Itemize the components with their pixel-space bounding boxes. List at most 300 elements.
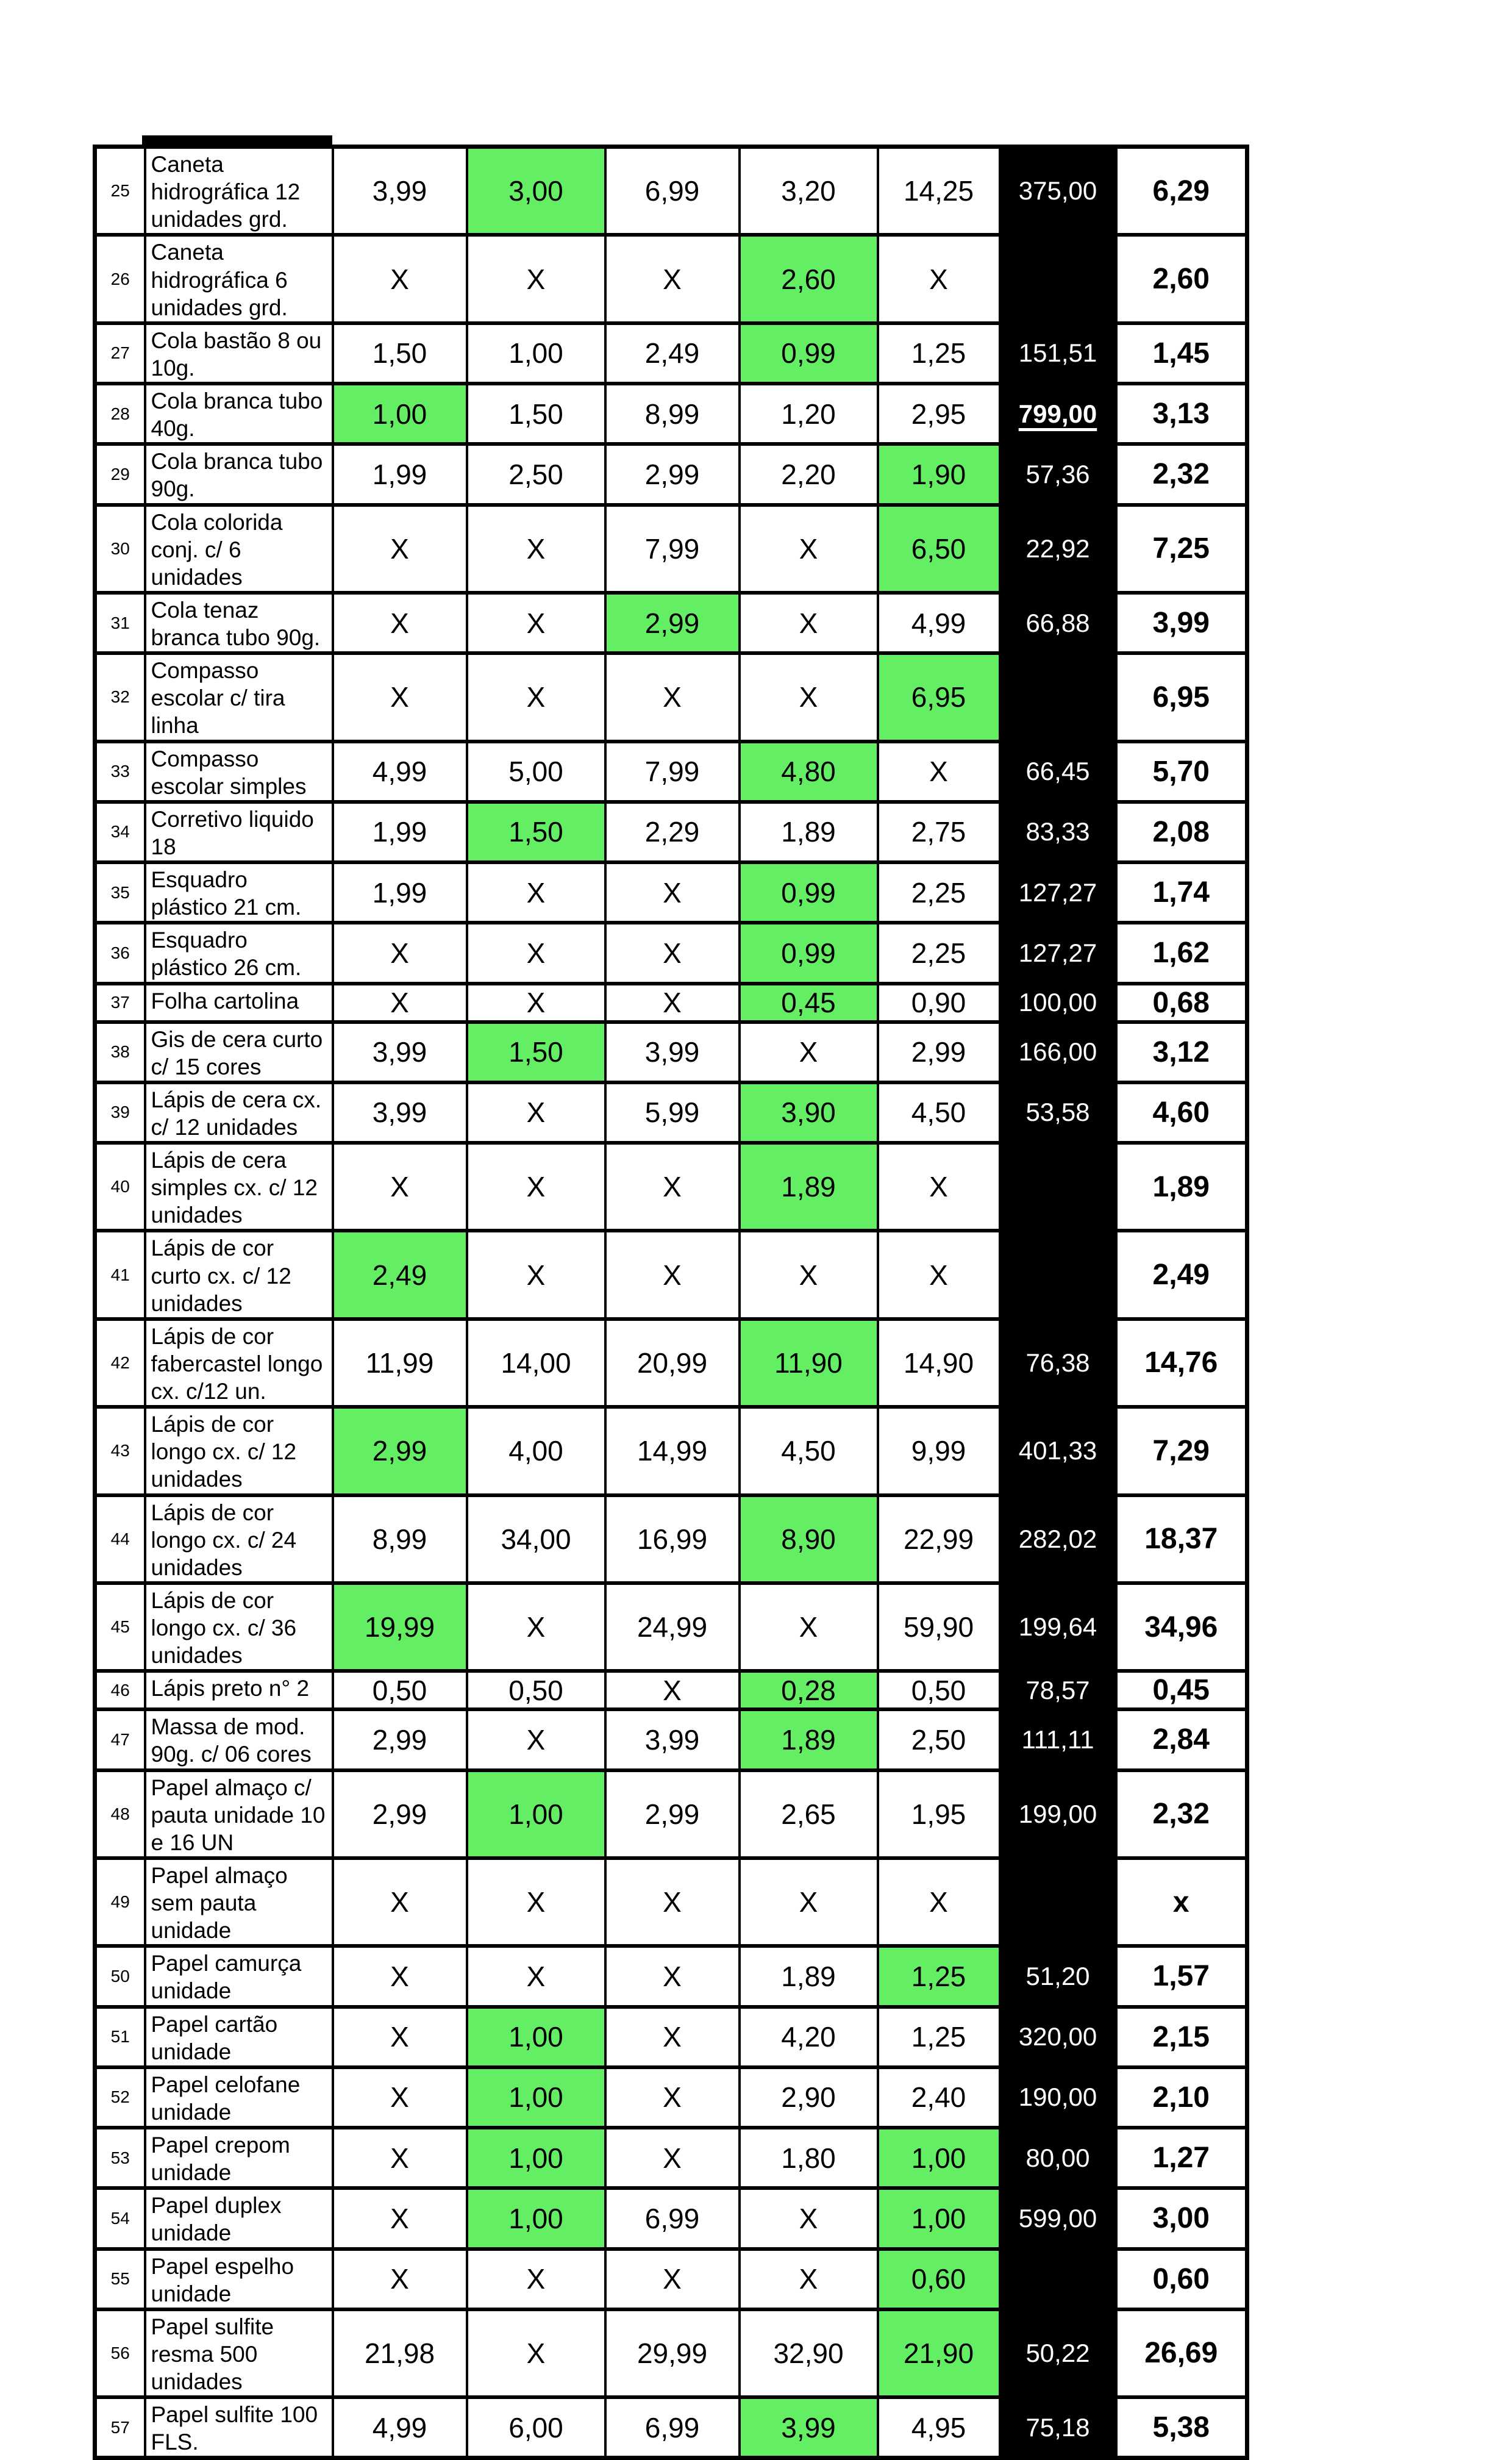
price-cell: X [333,505,467,593]
product-name-cell: Lápis de cor curto cx. c/ 12 unidades [145,1231,333,1318]
product-name-cell: Corretivo liquido 18 [145,802,333,862]
price-cell: X [740,1231,878,1318]
price-cell: 5,99 [605,1082,740,1143]
price-cell: 4,20 [740,2007,878,2067]
price-cell: X [605,235,740,323]
product-name-cell: Esquadro plástico 21 cm. [145,862,333,923]
price-cell: X [878,235,1000,323]
product-name-cell: Lápis de cera simples cx. c/ 12 unidades [145,1143,333,1231]
price-cell: X [333,1143,467,1231]
black-column-cell [1000,1770,1116,1858]
black-column-cell [1000,923,1116,983]
row-number-cell: 32 [95,653,145,741]
product-name-cell: Lápis preto n° 2 [145,1671,333,1709]
price-cell: 3,99 [333,147,467,235]
price-cell-lowest: 1,25 [878,1946,1000,2006]
price-cell-lowest: 0,28 [740,1671,878,1709]
table-row [95,1709,1247,1770]
price-cell: 1,20 [740,384,878,444]
row-number-cell: 39 [95,1082,145,1143]
price-cell: 3,99 [605,1022,740,1082]
price-cell-lowest: 0,45 [740,984,878,1022]
product-name-cell: Cola branca tubo 40g. [145,384,333,444]
row-number-cell: 38 [95,1022,145,1082]
black-column-cell [1000,1671,1116,1709]
black-column-value: 66,88 [1025,608,1090,637]
price-cell: 2,75 [878,802,1000,862]
black-column-cell [1000,1231,1116,1318]
result-price-cell: 7,29 [1116,1407,1247,1495]
product-name-cell: Lápis de cor longo cx. c/ 36 unidades [145,1583,333,1671]
product-name-cell: Compasso escolar simples [145,742,333,802]
product-name-cell: Papel duplex unidade [145,2188,333,2248]
product-name-cell: Gis de cera curto c/ 15 cores [145,1022,333,1082]
black-column-cell [1000,384,1116,444]
product-name-cell: Lápis de cor fabercastel longo cx. c/12 un. [145,1319,333,1407]
product-name-cell: Papel celofane unidade [145,2067,333,2128]
table-row [95,2397,1247,2458]
price-cell: 6,99 [605,2188,740,2248]
result-price-cell: 5,38 [1116,2397,1247,2458]
table-row [95,2309,1247,2397]
price-cell-lowest: 0,99 [740,923,878,983]
black-column-value: 199,00 [1018,1799,1097,1828]
price-cell: X [605,1858,740,1946]
row-number-cell: 48 [95,1770,145,1858]
table-row [95,1231,1247,1318]
result-price-cell: 18,37 [1116,1495,1247,1583]
result-price-cell: 2,84 [1116,1709,1247,1770]
price-cell: X [467,1082,605,1143]
row-number-cell: 44 [95,1495,145,1583]
price-cell: X [333,1858,467,1946]
product-name-cell: Lápis de cor longo cx. c/ 24 unidades [145,1495,333,1583]
product-name-cell: Esquadro plástico 26 cm. [145,923,333,983]
price-cell: 1,00 [467,323,605,384]
price-cell: 1,99 [333,802,467,862]
price-comparison-table [93,145,1249,2460]
row-number-cell: 28 [95,384,145,444]
price-cell: X [333,2067,467,2128]
price-cell: 1,25 [878,2007,1000,2067]
black-column-cell [1000,2128,1116,2188]
table-row [95,505,1247,593]
price-cell-lowest: 3,90 [740,1082,878,1143]
black-column-cell [1000,235,1116,323]
price-cell: X [467,984,605,1022]
price-cell: 59,90 [878,1583,1000,1671]
table-body [95,147,1247,2458]
result-price-cell: 7,25 [1116,505,1247,593]
product-name-cell: Papel almaço sem pauta unidade [145,1858,333,1946]
price-cell-lowest: 1,00 [467,2128,605,2188]
result-price-cell: 3,00 [1116,2188,1247,2248]
price-cell-lowest: 2,99 [333,1407,467,1495]
row-number-cell: 40 [95,1143,145,1231]
result-price-cell: 2,60 [1116,235,1247,323]
price-cell: X [740,593,878,653]
result-price-cell: 0,60 [1116,2249,1247,2309]
price-cell: 14,25 [878,147,1000,235]
price-cell: X [333,1946,467,2006]
product-name-cell: Folha cartolina [145,984,333,1022]
row-number-cell: 41 [95,1231,145,1318]
price-cell: 2,99 [333,1770,467,1858]
row-number-cell: 26 [95,235,145,323]
price-cell: 24,99 [605,1583,740,1671]
price-cell: 2,95 [878,384,1000,444]
row-number-cell: 31 [95,593,145,653]
table-row [95,653,1247,741]
table-row [95,384,1247,444]
price-cell: 3,99 [333,1022,467,1082]
table-row [95,1082,1247,1143]
table-row [95,2007,1247,2067]
price-cell: X [467,2309,605,2397]
product-name-cell: Papel crepom unidade [145,2128,333,2188]
price-cell-lowest: 1,00 [333,384,467,444]
result-price-cell: 3,99 [1116,593,1247,653]
black-column-value: 375,00 [1018,176,1097,206]
result-price-cell: 0,68 [1116,984,1247,1022]
price-cell: 0,90 [878,984,1000,1022]
black-column-value: 66,45 [1025,757,1090,786]
table-row [95,1946,1247,2006]
black-column-cell [1000,323,1116,384]
price-cell-lowest: 1,00 [467,1770,605,1858]
price-cell-lowest: 0,99 [740,862,878,923]
price-cell: X [467,593,605,653]
product-name-cell: Cola branca tubo 90g. [145,444,333,504]
result-price-cell: x [1116,1858,1247,1946]
price-cell: 4,50 [740,1407,878,1495]
table-row [95,1143,1247,1231]
price-cell: 1,89 [740,1946,878,2006]
price-cell: X [467,653,605,741]
table-row [95,984,1247,1022]
result-price-cell: 1,45 [1116,323,1247,384]
price-cell: 3,20 [740,147,878,235]
price-cell: X [467,1858,605,1946]
black-column-value: 111,11 [1021,1725,1094,1754]
table-row [95,1583,1247,1671]
price-cell: X [467,2249,605,2309]
black-column-cell [1000,1407,1116,1495]
result-price-cell: 14,76 [1116,1319,1247,1407]
product-name-cell: Caneta hidrográfica 6 unidades grd. [145,235,333,323]
result-price-cell: 1,27 [1116,2128,1247,2188]
table-row [95,1407,1247,1495]
price-cell: 7,99 [605,505,740,593]
price-cell: 2,99 [333,1709,467,1770]
price-cell: X [605,1671,740,1709]
row-number-cell: 43 [95,1407,145,1495]
black-column-cell [1000,1319,1116,1407]
price-cell: X [467,1231,605,1318]
price-cell: 4,00 [467,1407,605,1495]
result-price-cell: 3,13 [1116,384,1247,444]
price-cell: 0,50 [333,1671,467,1709]
row-number-cell: 57 [95,2397,145,2458]
price-cell: 6,99 [605,2397,740,2458]
price-cell: 4,50 [878,1082,1000,1143]
price-cell: X [467,1583,605,1671]
row-number-cell: 46 [95,1671,145,1709]
row-number-cell: 37 [95,984,145,1022]
price-cell-lowest: 4,80 [740,742,878,802]
black-column-cell [1000,2309,1116,2397]
price-cell: X [605,923,740,983]
price-cell: X [878,1231,1000,1318]
price-cell-lowest: 1,89 [740,1143,878,1231]
row-number-cell: 50 [95,1946,145,2006]
table-row [95,1022,1247,1082]
price-cell: X [878,1143,1000,1231]
row-number-cell: 49 [95,1858,145,1946]
black-column-value: 50,22 [1025,2338,1090,2367]
row-number-cell: 35 [95,862,145,923]
price-cell: X [467,1143,605,1231]
black-column-value: 127,27 [1018,938,1097,967]
price-cell-lowest: 6,50 [878,505,1000,593]
price-cell: 34,00 [467,1495,605,1583]
row-number-cell: 34 [95,802,145,862]
price-cell: 1,89 [740,802,878,862]
result-price-cell: 1,57 [1116,1946,1247,2006]
price-cell: 14,99 [605,1407,740,1495]
table-row [95,1671,1247,1709]
price-cell-lowest: 1,90 [878,444,1000,504]
product-name-cell: Papel sulfite resma 500 unidades [145,2309,333,2397]
black-column-value: 75,18 [1025,2412,1090,2442]
price-cell-lowest: 1,00 [878,2188,1000,2248]
product-name-cell: Papel sulfite 100 FLS. [145,2397,333,2458]
price-cell: X [605,1231,740,1318]
table-row [95,1858,1247,1946]
price-cell-lowest: 2,60 [740,235,878,323]
price-cell: 1,50 [333,323,467,384]
black-column-value: 51,20 [1025,1961,1090,1990]
price-cell: X [333,984,467,1022]
price-cell-lowest: 3,00 [467,147,605,235]
black-column-value: 100,00 [1018,988,1097,1017]
price-cell: 14,90 [878,1319,1000,1407]
table-row [95,2067,1247,2128]
price-cell: 32,90 [740,2309,878,2397]
result-price-cell: 2,15 [1116,2007,1247,2067]
price-cell: X [467,923,605,983]
product-name-cell: Compasso escolar c/ tira linha [145,653,333,741]
price-cell: X [740,505,878,593]
price-cell: X [467,505,605,593]
price-cell: X [467,1709,605,1770]
row-number-cell: 51 [95,2007,145,2067]
black-column-value: 151,51 [1018,338,1097,368]
price-cell: 3,99 [605,1709,740,1770]
black-column-value: 282,02 [1018,1524,1097,1553]
price-cell: 8,99 [333,1495,467,1583]
table-row [95,323,1247,384]
result-price-cell: 2,49 [1116,1231,1247,1318]
price-cell-lowest: 1,00 [467,2188,605,2248]
price-cell: X [333,2007,467,2067]
black-column-value: 190,00 [1018,2083,1097,2112]
black-column-value: 76,38 [1025,1348,1090,1377]
table-row [95,923,1247,983]
row-number-cell: 33 [95,742,145,802]
price-cell: 11,99 [333,1319,467,1407]
price-cell: X [605,2249,740,2309]
product-name-cell: Lápis de cera cx. c/ 12 unidades [145,1082,333,1143]
price-cell-lowest: 1,50 [467,802,605,862]
black-column-cell [1000,1082,1116,1143]
row-number-cell: 27 [95,323,145,384]
black-column-cell [1000,2397,1116,2458]
price-cell: X [605,2128,740,2188]
price-cell: 2,99 [878,1022,1000,1082]
table-row [95,862,1247,923]
price-cell: X [605,653,740,741]
price-cell: X [333,2128,467,2188]
price-cell: X [333,923,467,983]
price-cell: 1,95 [878,1770,1000,1858]
black-column-cell [1000,862,1116,923]
black-column-cell [1000,1495,1116,1583]
black-column-value: 80,00 [1025,2143,1090,2172]
price-cell: 9,99 [878,1407,1000,1495]
price-cell-lowest: 2,49 [333,1231,467,1318]
price-cell: 2,20 [740,444,878,504]
row-number-cell: 52 [95,2067,145,2128]
black-column-value: 799,00 [1018,399,1097,428]
price-cell: 1,99 [333,862,467,923]
price-cell-lowest: 1,00 [467,2007,605,2067]
price-cell: X [605,984,740,1022]
price-cell: X [740,1583,878,1671]
price-cell: 4,99 [333,2397,467,2458]
black-column-value: 166,00 [1018,1037,1097,1067]
price-cell: 16,99 [605,1495,740,1583]
row-number-cell: 54 [95,2188,145,2248]
price-cell-lowest: 1,00 [878,2128,1000,2188]
black-column-cell [1000,802,1116,862]
product-name-cell: Cola bastão 8 ou 10g. [145,323,333,384]
black-column-value: 57,36 [1025,459,1090,488]
price-cell: 4,99 [333,742,467,802]
price-cell: 2,90 [740,2067,878,2128]
price-cell: 2,25 [878,862,1000,923]
price-cell: X [740,653,878,741]
price-cell: 2,25 [878,923,1000,983]
price-cell-lowest: 0,60 [878,2249,1000,2309]
table-row [95,1495,1247,1583]
result-price-cell: 2,32 [1116,444,1247,504]
black-column-value: 401,33 [1018,1436,1097,1465]
black-column-value: 599,00 [1018,2203,1097,2233]
price-cell-lowest: 0,99 [740,323,878,384]
black-column-cell [1000,1143,1116,1231]
price-cell-lowest: 8,90 [740,1495,878,1583]
price-cell-lowest: 2,99 [605,593,740,653]
product-name-cell: Lápis de cor longo cx. c/ 12 unidades [145,1407,333,1495]
result-price-cell: 2,32 [1116,1770,1247,1858]
black-column-value: 199,64 [1018,1612,1097,1642]
black-column-cell [1000,653,1116,741]
price-cell: X [878,1858,1000,1946]
price-cell: X [467,235,605,323]
black-column-cell [1000,593,1116,653]
price-cell: X [878,742,1000,802]
table-row [95,593,1247,653]
result-price-cell: 3,12 [1116,1022,1247,1082]
table-row [95,1770,1247,1858]
price-cell: 22,99 [878,1495,1000,1583]
price-cell-lowest: 1,50 [467,1022,605,1082]
black-column-value: 78,57 [1025,1675,1090,1704]
product-name-cell: Papel camurça unidade [145,1946,333,2006]
black-column-value: 83,33 [1025,817,1090,846]
row-number-cell: 29 [95,444,145,504]
table-row [95,147,1247,235]
row-number-cell: 42 [95,1319,145,1407]
price-cell-lowest: 1,89 [740,1709,878,1770]
price-cell: X [740,2188,878,2248]
black-column-cell [1000,1022,1116,1082]
table-row [95,235,1247,323]
price-cell: 14,00 [467,1319,605,1407]
price-cell: X [605,2007,740,2067]
black-column-cell [1000,2067,1116,2128]
price-cell: 1,99 [333,444,467,504]
price-cell: 6,00 [467,2397,605,2458]
price-cell: 5,00 [467,742,605,802]
price-cell: 29,99 [605,2309,740,2397]
row-number-cell: 45 [95,1583,145,1671]
product-name-cell: Caneta hidrográfica 12 unidades grd. [145,147,333,235]
table-row [95,1319,1247,1407]
price-cell: 2,50 [467,444,605,504]
price-cell: X [740,1022,878,1082]
price-cell: 20,99 [605,1319,740,1407]
price-cell-lowest: 21,90 [878,2309,1000,2397]
price-cell: 4,95 [878,2397,1000,2458]
result-price-cell: 1,89 [1116,1143,1247,1231]
price-cell: 8,99 [605,384,740,444]
price-cell: X [740,1858,878,1946]
price-cell: X [333,2249,467,2309]
price-cell: X [605,1143,740,1231]
table-row [95,2188,1247,2248]
black-column-value: 127,27 [1018,878,1097,907]
result-price-cell: 6,95 [1116,653,1247,741]
row-number-cell: 53 [95,2128,145,2188]
black-column-cell [1000,2007,1116,2067]
price-cell: X [333,653,467,741]
black-column-cell [1000,984,1116,1022]
product-name-cell: Massa de mod. 90g. c/ 06 cores [145,1709,333,1770]
price-cell: 1,25 [878,323,1000,384]
price-cell: 1,50 [467,384,605,444]
black-column-value: 22,92 [1025,534,1090,563]
price-cell: X [467,1946,605,2006]
price-cell-lowest: 11,90 [740,1319,878,1407]
price-cell: 0,50 [878,1671,1000,1709]
table-row [95,2128,1247,2188]
price-cell: X [605,862,740,923]
row-number-cell: 47 [95,1709,145,1770]
table-row [95,742,1247,802]
product-name-cell: Papel cartão unidade [145,2007,333,2067]
